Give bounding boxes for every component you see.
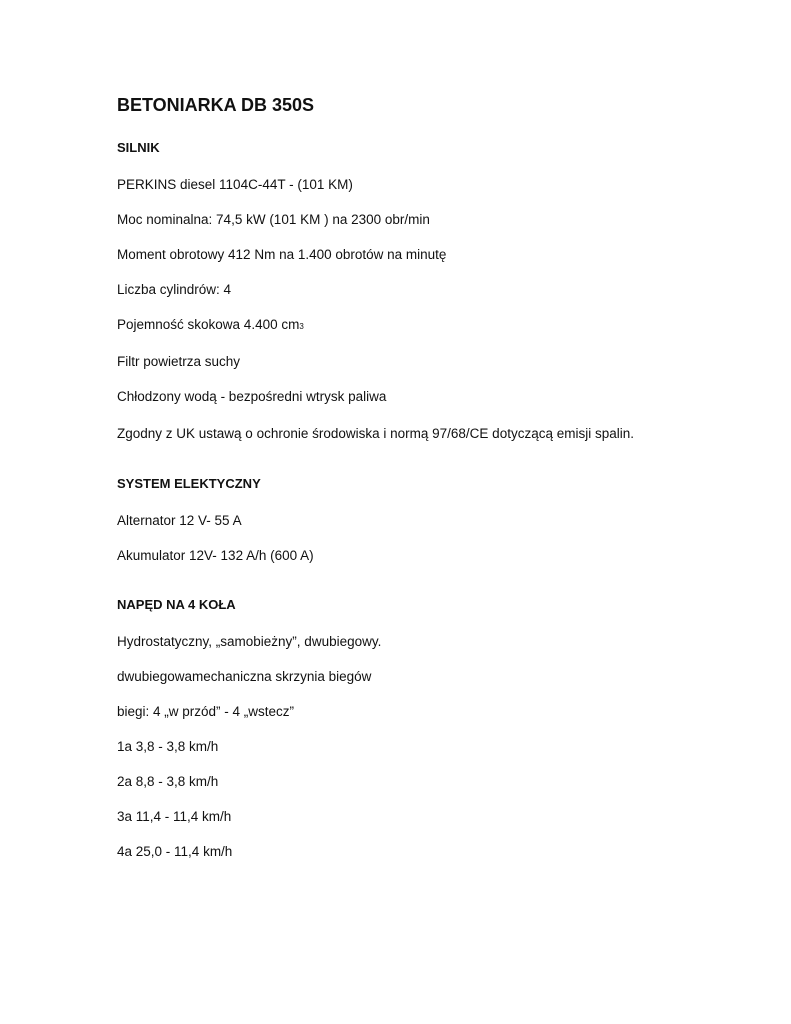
engine-displacement-line bbox=[117, 317, 677, 335]
engine-power-line: Moc nominalna: 74,5 kW (101 KM ) na 2300 obr/min bbox=[117, 212, 430, 227]
section-heading-drive: NAPĘD NA 4 KOŁA bbox=[117, 597, 236, 612]
electrical-battery-line: Akumulator 12V- 132 A/h (600 A) bbox=[117, 548, 314, 563]
section-heading-engine: SILNIK bbox=[117, 140, 160, 155]
section-engine bbox=[117, 140, 677, 443]
engine-model-line: PERKINS diesel 1104C-44T - (101 KM) bbox=[117, 177, 353, 192]
drive-gear-2-line: 2a 8,8 - 3,8 km/h bbox=[117, 774, 219, 789]
document-title: BETONIARKA DB 350S bbox=[117, 95, 315, 115]
displacement-superscript: 3 bbox=[299, 322, 304, 331]
drive-gear-1-line: 1a 3,8 - 3,8 km/h bbox=[117, 739, 219, 754]
document-content bbox=[117, 94, 677, 879]
drive-gears-line: biegi: 4 „w przód” - 4 „wstecz” bbox=[117, 704, 295, 719]
drive-gear-4-line: 4a 25,0 - 11,4 km/h bbox=[117, 844, 233, 859]
engine-cooling-line: Chłodzony wodą - bezpośredni wtrysk paliwa bbox=[117, 389, 387, 404]
section-electrical bbox=[117, 476, 677, 564]
drive-gearbox-line: dwubiegowamechaniczna skrzynia biegów bbox=[117, 669, 372, 684]
engine-torque-line: Moment obrotowy 412 Nm na 1.400 obrotów na minutę bbox=[117, 247, 447, 262]
engine-compliance-line: Zgodny z UK ustawą o ochronie środowiska i normą 97/68/CE dotyczącą emisji spalin. bbox=[117, 426, 634, 441]
section-drive bbox=[117, 597, 677, 860]
drive-gear-3-line: 3a 11,4 - 11,4 km/h bbox=[117, 809, 232, 824]
engine-displacement-text: Pojemność skokowa 4.400 cm bbox=[117, 317, 300, 332]
engine-air-filter-line: Filtr powietrza suchy bbox=[117, 354, 241, 369]
drive-type-line: Hydrostatyczny, „samobieżny”, dwubiegowy. bbox=[117, 634, 382, 649]
section-heading-electrical: SYSTEM ELEKTYCZNY bbox=[117, 476, 261, 491]
engine-cylinders-line: Liczba cylindrów: 4 bbox=[117, 282, 232, 297]
electrical-alternator-line: Alternator 12 V- 55 A bbox=[117, 513, 242, 528]
